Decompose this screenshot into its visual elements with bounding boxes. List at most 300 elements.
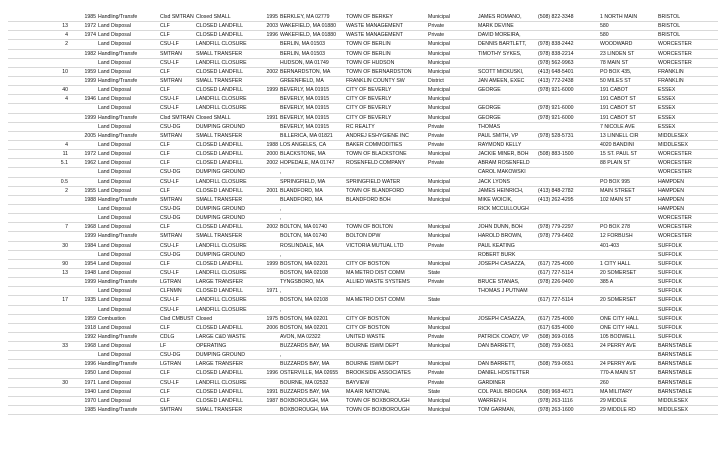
- table-cell: TYNGSBORO, MA: [280, 279, 324, 286]
- table-cell: 13 LINNELL CIR: [600, 132, 639, 139]
- table-cell: 1 NORTH MAIN: [600, 14, 638, 20]
- table-cell: BOURNE, MA 02532: [280, 379, 329, 386]
- table-cell: Municipal: [428, 324, 450, 331]
- table-row: [8, 251, 718, 260]
- table-cell: BERKLEY, MA 02779: [280, 14, 330, 20]
- table-cell: BRUCE STANAS,: [478, 279, 520, 286]
- table-cell: CAROL MAKOWSKI: [478, 169, 526, 176]
- table-row: [8, 114, 718, 123]
- table-cell: [262, 251, 278, 260]
- table-cell: Land Disposal: [98, 397, 131, 404]
- table-cell: PO BOX 435,: [600, 68, 632, 75]
- table-cell: 580: [600, 32, 609, 39]
- table-cell: WAKEFIELD, MA 01880: [280, 23, 337, 30]
- table-cell: (508) 759-0651: [538, 343, 574, 350]
- table-cell: (508) 968-4671: [538, 388, 574, 395]
- table-cell: [538, 141, 598, 150]
- table-cell: 30: [62, 242, 68, 249]
- table-cell: LANDFILL CLOSURE: [196, 105, 247, 112]
- table-cell: SUFFOLK: [658, 269, 682, 276]
- table-cell: SMALL TRANSFER: [196, 132, 243, 139]
- table-cell: WORCESTER: [658, 233, 692, 240]
- table-cell: SMALL TRANSFER: [196, 196, 243, 203]
- table-row: [8, 379, 718, 388]
- table-cell: [262, 232, 278, 241]
- table-cell: [8, 205, 68, 214]
- table-cell: SUFFOLK: [658, 260, 682, 267]
- table-cell: WORCESTER: [658, 59, 692, 66]
- table-row: [8, 278, 718, 287]
- table-cell: [428, 214, 476, 223]
- table-cell: JACK LYONS: [478, 178, 510, 185]
- table-cell: 4: [65, 96, 68, 103]
- table-cell: Handling/Transfe: [98, 14, 138, 20]
- table-cell: [8, 397, 68, 406]
- table-cell: 1999: [84, 279, 96, 286]
- table-cell: RICK MCCULLOUGH: [478, 205, 529, 212]
- table-cell: CSU-DG: [160, 215, 181, 222]
- table-row: [8, 86, 718, 95]
- table-cell: 1974: [84, 32, 96, 39]
- table-cell: WASTE MANAGEMENT: [346, 23, 403, 30]
- table-cell: Land Disposal: [98, 297, 131, 304]
- table-cell: 1940: [84, 388, 96, 395]
- table-cell: SPRINGFIELD, MA: [280, 178, 326, 185]
- table-cell: TOWN OF BOXBOROUGH: [346, 407, 410, 414]
- table-cell: HAMPDEN: [658, 196, 684, 203]
- table-cell: TOM GARMAN,: [478, 407, 516, 414]
- table-cell: BOURNE ISWM DEPT: [346, 343, 400, 350]
- table-row: [8, 406, 718, 415]
- table-cell: (978) 263-1116: [538, 397, 573, 404]
- table-cell: BOSTON, MA 02201: [280, 260, 329, 267]
- table-cell: LANDFILL CLOSURE: [196, 41, 247, 48]
- table-cell: 1988: [84, 196, 96, 203]
- table-cell: 1987: [266, 397, 278, 404]
- table-cell: TOWN OF HUDSON: [346, 59, 395, 66]
- table-cell: SUFFOLK: [658, 324, 682, 331]
- table-cell: SUFFOLK: [658, 242, 682, 249]
- table-cell: 7 NICOLE AVE: [600, 123, 635, 130]
- table-row: [8, 324, 718, 333]
- table-cell: CSU-DG: [160, 123, 181, 130]
- table-cell: BROOKSIDE ASSOCIATES: [346, 370, 411, 377]
- table-cell: [262, 306, 278, 315]
- table-row: [8, 50, 718, 59]
- table-cell: (617) 725-4000: [538, 260, 574, 267]
- table-cell: CLOSED LANDFILL: [196, 388, 243, 395]
- table-cell: (617) 727-5114: [538, 297, 574, 304]
- table-cell: [70, 306, 96, 315]
- table-cell: WORCESTER: [658, 224, 692, 231]
- table-cell: Municipal: [428, 96, 450, 103]
- table-cell: [262, 132, 278, 141]
- table-cell: [346, 287, 426, 296]
- table-cell: 191 CABOT ST: [600, 114, 636, 121]
- table-cell: 2: [65, 187, 68, 194]
- table-cell: [8, 196, 68, 205]
- table-cell: LANDFILL CLOSURE: [196, 379, 247, 386]
- table-cell: PATRICK COADY, VP: [478, 333, 529, 340]
- table-cell: TOWN OF BERLIN: [346, 50, 391, 57]
- table-cell: JAMES ROMANO,: [478, 14, 522, 20]
- table-cell: [262, 296, 278, 305]
- table-cell: 1982: [84, 50, 96, 57]
- table-row: [8, 360, 718, 369]
- table-cell: PAUL KEATING: [478, 242, 515, 249]
- table-cell: SMTRAN: [160, 77, 182, 84]
- table-cell: BEVERLY, MA 01915: [280, 123, 330, 130]
- table-cell: [262, 104, 278, 113]
- table-row: [8, 178, 718, 187]
- table-cell: CLF: [160, 151, 170, 158]
- table-row: [8, 132, 718, 141]
- table-cell: DAN BARRETT,: [478, 361, 516, 368]
- table-cell: CLF: [160, 32, 170, 39]
- table-cell: DUMPING GROUND: [196, 352, 245, 359]
- table-cell: Private: [428, 23, 445, 30]
- table-cell: Combustion: [98, 315, 126, 322]
- table-cell: BOLTON, MA 01740: [280, 224, 328, 231]
- table-cell: BOSTON, MA 02201: [280, 324, 329, 331]
- table-cell: [600, 351, 656, 360]
- table-cell: [70, 40, 96, 49]
- table-cell: [478, 214, 538, 223]
- table-cell: (617) 725-4000: [538, 315, 574, 322]
- table-cell: [428, 168, 476, 177]
- table-cell: WAKEFIELD, MA 01880: [280, 32, 337, 39]
- table-cell: 1935: [84, 297, 96, 304]
- table-cell: [8, 306, 68, 315]
- table-cell: CLOSED LANDFILL: [196, 224, 243, 231]
- table-cell: BILLERICA, MA 01821: [280, 132, 333, 139]
- table-cell: (508) 759-0651: [538, 361, 574, 368]
- table-cell: BEVERLY, MA 01915: [280, 96, 330, 103]
- table-cell: 1970: [84, 397, 96, 404]
- table-cell: [600, 306, 656, 315]
- table-cell: [70, 104, 96, 113]
- table-cell: HOPEDALE, MA 01747: [280, 160, 335, 167]
- table-cell: TOWN OF BLACKSTONE: [346, 151, 407, 158]
- table-cell: 401-403: [600, 242, 620, 249]
- table-cell: [538, 379, 598, 388]
- table-cell: BEVERLY, MA 01915: [280, 114, 330, 121]
- table-cell: Land Disposal: [98, 288, 131, 295]
- table-cell: BOSTON, MA 02108: [280, 297, 329, 304]
- table-cell: CSU-LF: [160, 178, 179, 185]
- table-cell: BARNSTABLE: [658, 388, 692, 395]
- table-cell: HAMPDEN: [658, 205, 684, 212]
- table-cell: Land Disposal: [98, 41, 131, 48]
- table-cell: 5.1: [60, 160, 68, 167]
- table-cell: [70, 178, 96, 187]
- table-cell: BOXBOROUGH, MA: [280, 397, 329, 404]
- table-cell: 1954: [84, 260, 96, 267]
- table-cell: [600, 214, 656, 223]
- table-row: [8, 68, 718, 77]
- table-cell: WORCESTER: [658, 169, 692, 176]
- table-cell: ABRAM ROSENFELD: [478, 160, 530, 167]
- table-cell: (617) 727-5114: [538, 269, 574, 276]
- table-cell: State: [428, 388, 441, 395]
- table-row: [8, 123, 718, 132]
- table-cell: [8, 333, 68, 342]
- table-cell: Land Disposal: [98, 151, 131, 158]
- table-cell: TOWN OF BERKEY: [346, 14, 393, 20]
- table-row: [8, 351, 718, 360]
- table-cell: ,: [280, 251, 282, 258]
- table-cell: Land Disposal: [98, 169, 131, 176]
- table-cell: ESSEX: [658, 114, 676, 121]
- table-cell: CITY OF BEVERLY: [346, 105, 392, 112]
- table-cell: MIDDLESEX: [658, 407, 688, 414]
- table-row: [8, 287, 718, 296]
- table-cell: MARK DEVINE: [478, 23, 514, 30]
- table-cell: Land Disposal: [98, 141, 131, 148]
- table-cell: VICTORIA MUTUAL LTD: [346, 242, 404, 249]
- table-cell: BLANDFORD, MA: [280, 196, 323, 203]
- table-cell: [8, 360, 68, 369]
- table-cell: Land Disposal: [98, 251, 131, 258]
- table-cell: DUMPING GROUND: [196, 123, 245, 130]
- table-cell: (508) 369-0165: [538, 333, 574, 340]
- table-cell: BARNSTABLE: [658, 379, 692, 386]
- table-cell: LANDFILL CLOSURE: [196, 59, 247, 66]
- table-cell: Private: [428, 333, 445, 340]
- table-cell: LANDFILL CLOSURE: [196, 242, 247, 249]
- table-row: [8, 223, 718, 232]
- table-cell: 1999: [84, 77, 96, 84]
- table-cell: [70, 351, 96, 360]
- table-cell: 4: [65, 32, 68, 39]
- table-cell: LF: [160, 343, 167, 350]
- table-cell: [262, 214, 278, 223]
- table-cell: Land Disposal: [98, 379, 131, 386]
- table-cell: CSU-LF: [160, 105, 179, 112]
- table-cell: [8, 13, 68, 22]
- table-cell: GARDINER: [478, 379, 506, 386]
- table-cell: (978) 921-6000: [538, 114, 574, 121]
- table-cell: CLOSED LANDFILL: [196, 141, 243, 148]
- table-cell: OSTERVILLE, MA 02655: [280, 370, 339, 377]
- table-cell: [262, 178, 278, 187]
- table-cell: LARGE C&D WASTE: [196, 333, 246, 340]
- table-row: [8, 260, 718, 269]
- table-cell: 1991: [266, 388, 278, 395]
- table-cell: SUFFOLK: [658, 288, 682, 295]
- table-row: [8, 205, 718, 214]
- table-cell: [262, 40, 278, 49]
- table-cell: Municipal: [428, 187, 450, 194]
- table-cell: CSU-DG: [160, 169, 181, 176]
- table-cell: CLF: [160, 160, 170, 167]
- table-row: [8, 342, 718, 351]
- table-cell: 23 LINDEN ST: [600, 50, 635, 57]
- table-cell: [262, 205, 278, 214]
- table-cell: TOWN OF BOXBOROUGH: [346, 397, 410, 404]
- table-cell: 4020 BANDINI: [600, 141, 635, 148]
- table-cell: CSU-DG: [160, 352, 181, 359]
- table-cell: 102 MAIN ST: [600, 196, 632, 203]
- table-cell: DAN BARRETT,: [478, 343, 516, 350]
- table-cell: CLOSED LANDFILL: [196, 23, 243, 30]
- table-cell: BUZZARDS BAY, MA: [280, 361, 330, 368]
- table-cell: TOWN OF BLANDFORD: [346, 187, 404, 194]
- table-cell: BLACKSTONE, MA: [280, 151, 326, 158]
- table-cell: (978) 921-6000: [538, 87, 574, 94]
- table-cell: 24 PERRY AVE: [600, 343, 637, 350]
- table-cell: (978) 226-9400: [538, 279, 574, 286]
- table-cell: THOMAS J PUTNAM: [478, 288, 528, 295]
- table-cell: [600, 168, 656, 177]
- table-cell: CLOSED LANDFILL: [196, 68, 243, 75]
- table-cell: WORCESTER: [658, 151, 692, 158]
- table-cell: (978) 838-2442: [538, 41, 574, 48]
- table-cell: AVON, MA 02322: [280, 333, 321, 340]
- table-cell: [8, 388, 68, 397]
- table-cell: MA METRO DIST COMM: [346, 269, 405, 276]
- table-cell: DUMPING GROUND: [196, 251, 245, 258]
- table-cell: 2005: [84, 132, 96, 139]
- table-cell: [262, 406, 278, 415]
- table-cell: CSU-DG: [160, 251, 181, 258]
- table-cell: ROBERT BURK: [478, 251, 516, 258]
- table-cell: [538, 95, 598, 104]
- table-cell: LANDFILL CLOSURE: [196, 178, 247, 185]
- table-cell: [8, 132, 68, 141]
- table-cell: LANDFILL CLOSURE: [196, 306, 247, 313]
- table-cell: [428, 287, 476, 296]
- table-row: [8, 388, 718, 397]
- table-cell: [8, 50, 68, 59]
- table-cell: ESSEX: [658, 105, 676, 112]
- table-cell: 78 MAIN ST: [600, 59, 629, 66]
- table-cell: [346, 351, 426, 360]
- table-cell: GREENFIELD, MA: [280, 77, 324, 84]
- table-cell: [478, 269, 538, 278]
- table-cell: JACKIE MINER, BOH: [478, 151, 529, 158]
- table-row: [8, 196, 718, 205]
- table-cell: ONE CITY HALL: [600, 324, 639, 331]
- table-cell: Handling/Transfe: [98, 361, 138, 368]
- table-cell: CLF: [160, 388, 170, 395]
- table-cell: [262, 278, 278, 287]
- table-cell: [428, 251, 476, 260]
- table-cell: Land Disposal: [98, 215, 131, 222]
- table-cell: Land Disposal: [98, 224, 131, 231]
- table-cell: 29 MIDDLE: [600, 397, 627, 404]
- table-cell: Municipal: [428, 361, 450, 368]
- table-cell: (978) 921-6000: [538, 105, 574, 112]
- table-cell: 2002: [266, 224, 278, 231]
- table-cell: 30: [62, 379, 68, 386]
- table-cell: CLOSED LANDFILL: [196, 32, 243, 39]
- table-cell: Land Disposal: [98, 178, 131, 185]
- table-cell: 11: [62, 151, 68, 158]
- table-cell: [8, 351, 68, 360]
- table-cell: 1968: [84, 224, 96, 231]
- table-cell: Land Disposal: [98, 242, 131, 249]
- table-cell: 1955: [84, 187, 96, 194]
- table-cell: 105 BODWELL: [600, 333, 636, 340]
- table-cell: HAROLD BROWN,: [478, 233, 523, 240]
- table-cell: BEVERLY, MA 01915: [280, 105, 330, 112]
- table-cell: CLOSED LANDFILL: [196, 397, 243, 404]
- table-cell: 2000: [266, 151, 278, 158]
- table-cell: BLANDFORD, MA: [280, 187, 323, 194]
- table-cell: WARREN H.: [478, 397, 508, 404]
- table-cell: Municipal: [428, 87, 450, 94]
- table-cell: (413) 848-2782: [538, 187, 574, 194]
- table-cell: JAMES HEINRICH,: [478, 187, 524, 194]
- table-cell: [8, 278, 68, 287]
- table-cell: BOLTON, MA 01740: [280, 233, 328, 240]
- table-cell: Municipal: [428, 151, 450, 158]
- table-cell: MA MILITARY: [600, 388, 633, 395]
- table-cell: 12 FORBUSH: [600, 233, 633, 240]
- table-cell: [8, 59, 68, 68]
- table-cell: Municipal: [428, 14, 450, 20]
- table-cell: (978) 562-9963: [538, 59, 574, 66]
- table-row: [8, 104, 718, 113]
- table-cell: CITY OF BOSTON: [346, 324, 390, 331]
- table-cell: Municipal: [428, 196, 450, 203]
- table-cell: CSU-LF: [160, 379, 179, 386]
- table-row: [8, 159, 718, 168]
- table-cell: Private: [428, 32, 445, 39]
- table-cell: 1988: [266, 141, 278, 148]
- table-cell: 1999: [266, 260, 278, 267]
- table-cell: 1996: [266, 370, 278, 377]
- table-cell: Land Disposal: [98, 123, 131, 130]
- table-cell: 1962: [84, 160, 96, 167]
- table-cell: CLF: [160, 224, 170, 231]
- table-cell: BRISTOL: [658, 32, 681, 39]
- table-cell: MIDDLESEX: [658, 141, 688, 148]
- table-cell: DENNIS BARTLETT,: [478, 41, 527, 48]
- table-cell: Clsd CMBUST: [160, 315, 194, 322]
- table-cell: 2001: [266, 187, 278, 194]
- table-cell: ESSEX: [658, 96, 676, 103]
- table-cell: Closed: [196, 315, 213, 322]
- table-cell: COL PAUL BROGNA: [478, 388, 527, 395]
- table-cell: 191 CABOT ST: [600, 96, 636, 103]
- table-cell: CLF: [160, 397, 170, 404]
- table-cell: 1996: [266, 32, 278, 39]
- table-cell: [8, 214, 68, 223]
- table-cell: Closed SMALL: [196, 114, 231, 121]
- table-row: [8, 141, 718, 150]
- table-cell: 1968: [84, 343, 96, 350]
- table-cell: [8, 77, 68, 86]
- table-cell: BARNSTABLE: [658, 361, 692, 368]
- table-cell: RAYMOND KELLY: [478, 141, 522, 148]
- table-cell: BUZZARDS BAY, MA: [280, 343, 330, 350]
- table-cell: 1950: [84, 370, 96, 377]
- table-cell: [538, 31, 598, 40]
- table-row: [8, 77, 718, 86]
- table-cell: [538, 159, 598, 168]
- table-cell: 1991: [266, 114, 278, 121]
- table-cell: 20 SOMERSET: [600, 297, 637, 304]
- table-cell: [346, 168, 426, 177]
- table-cell: ANDREJ ESHYGIENE INC: [346, 132, 409, 139]
- table-cell: JOHN DUNN, BOH: [478, 224, 523, 231]
- table-cell: SMTRAN: [160, 196, 182, 203]
- table-cell: Handling/Transfe: [98, 114, 138, 121]
- table-cell: [478, 296, 538, 305]
- table-cell: CLF: [160, 87, 170, 94]
